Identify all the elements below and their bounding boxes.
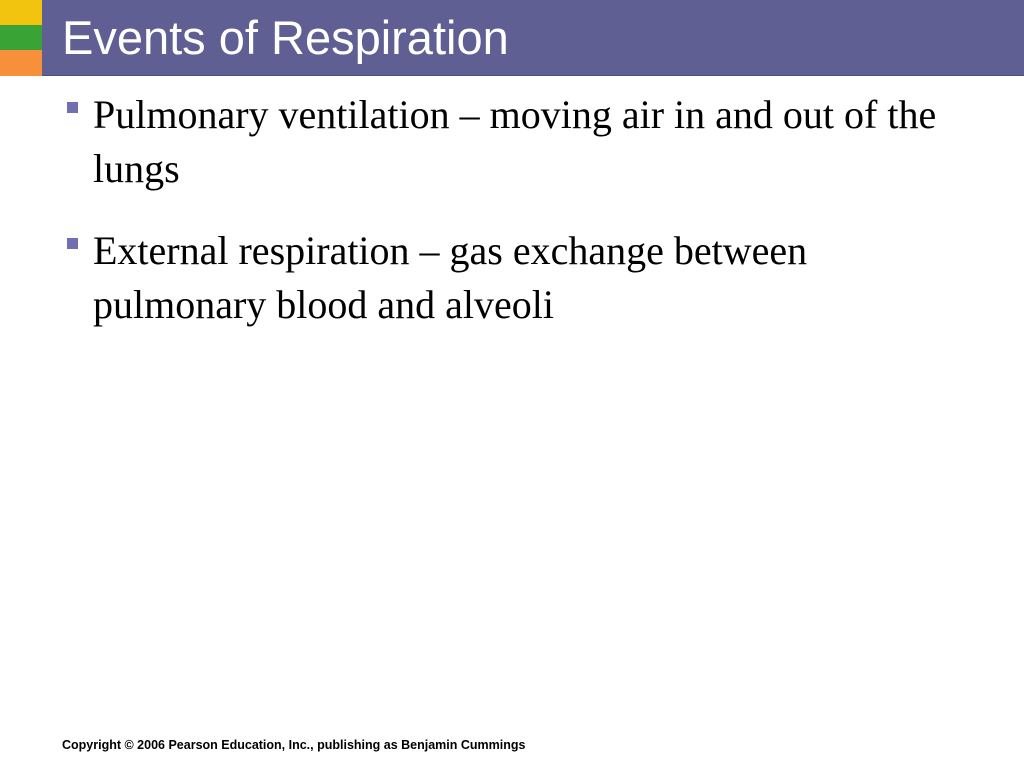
bullet-item-pulmonary-ventilation — [0, 88, 1024, 196]
square-bullet-icon — [67, 238, 78, 249]
title-bar — [42, 0, 1024, 76]
slide-title: Events of Respiration — [62, 11, 509, 64]
bullet-item-external-respiration — [0, 224, 1024, 332]
green-strip-block — [0, 25, 42, 50]
orange-strip-block — [0, 50, 42, 76]
square-bullet-icon — [67, 102, 78, 113]
bullet-text: Pulmonary ventilation – moving air in and out of the lungs — [93, 92, 937, 191]
yellow-strip-block — [0, 0, 42, 25]
copyright-footer: Copyright © 2006 Pearson Education, Inc., publishing as Benjamin Cummings — [62, 738, 526, 752]
bullet-list — [0, 88, 1024, 360]
decorative-color-strip — [0, 0, 42, 76]
bullet-text: External respiration – gas exchange between pulmonary blood and alveoli — [93, 228, 808, 327]
